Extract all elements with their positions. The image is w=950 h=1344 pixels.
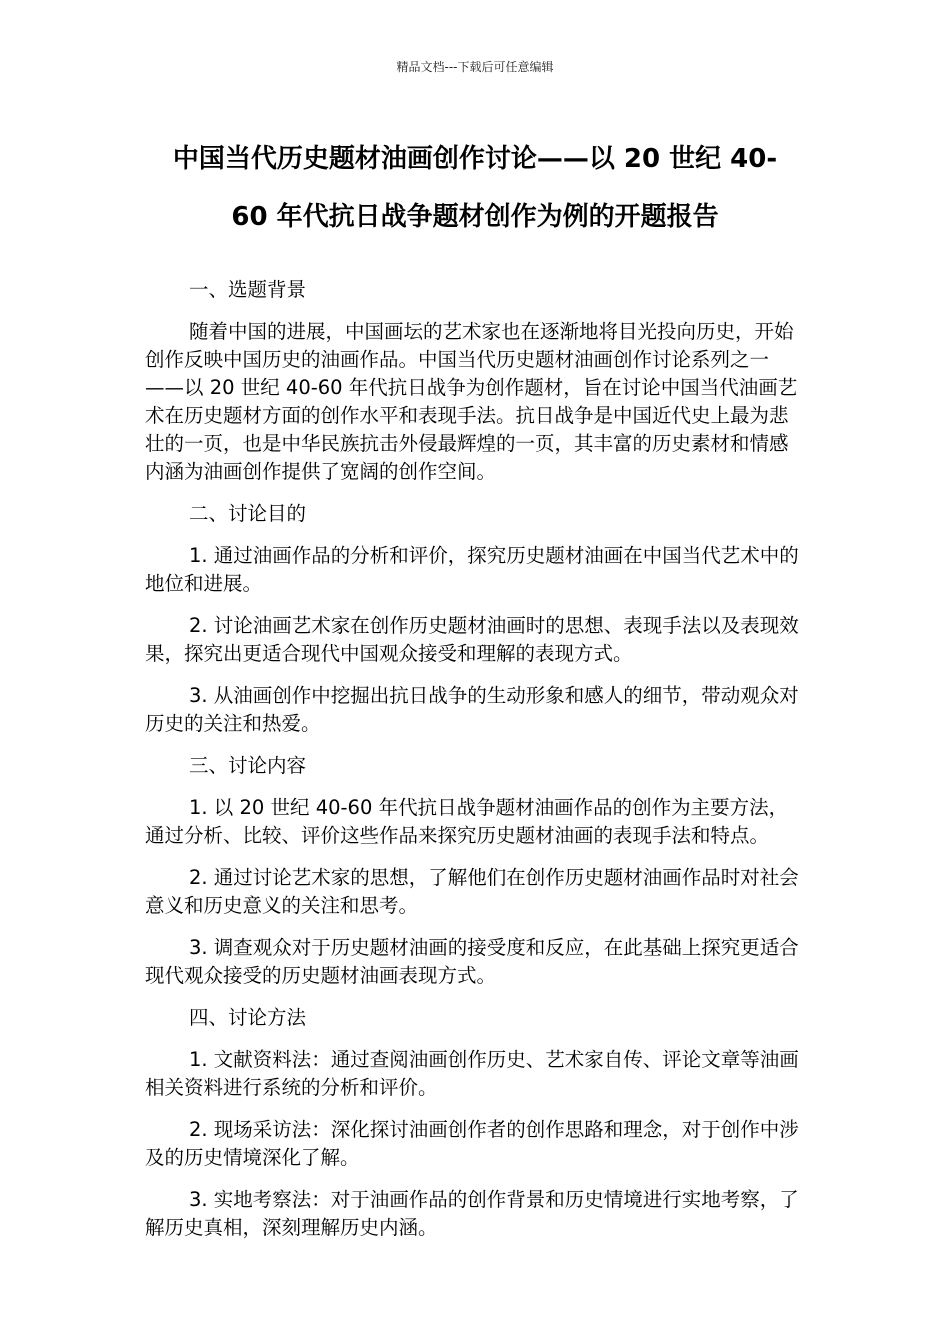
list-item: 3. 实地考察法：对于油画作品的创作背景和历史情境进行实地考察，了解历史真相，深刻理解历史内涵。 (145, 1188, 799, 1239)
paragraph: 随着中国的进展，中国画坛的艺术家也在逐渐地将目光投向历史，开始创作反映中国历史的油画作品。中国当代历史题材油画创作讨论系列之一——以 20 世纪 40-60 年代抗日战争为创作题材，旨在讨论中国当代油画艺术在历史题材方面的创作水平和表现手法。抗日战争是中国近代史上最为悲壮的一页，也是中华民族抗击外侵最辉煌的一页，其丰富的历史素材和情感内涵为油画创作提供了宽阔的创作空间。 (145, 320, 798, 483)
title-line-2: 60 年代抗日战争题材创作为例的开题报告 (231, 202, 719, 232)
title-line-1: 中国当代历史题材油画创作讨论——以 20 世纪 40- (172, 144, 778, 174)
list-item: 2. 讨论油画艺术家在创作历史题材油画时的思想、表现手法以及表现效果，探究出更适合现代中国观众接受和理解的表现方式。 (145, 614, 799, 665)
section-purpose (145, 500, 805, 738)
list-item: 2. 通过讨论艺术家的思想，了解他们在创作历史题材油画作品时对社会意义和历史意义的关注和思考。 (145, 866, 799, 917)
list-item: 2. 现场采访法：深化探讨油画创作者的创作思路和理念，对于创作中涉及的历史情境深化了解。 (145, 1118, 799, 1169)
list-item: 1. 通过油画作品的分析和评价，探究历史题材油画在中国当代艺术中的地位和进展。 (145, 544, 799, 595)
section-heading: 四、讨论方法 (189, 1006, 307, 1029)
list-item: 1. 以 20 世纪 40-60 年代抗日战争题材油画作品的创作为主要方法，通过分析、比较、评价这些作品来探究历史题材油画的表现手法和特点。 (145, 796, 789, 847)
section-methods (145, 1004, 805, 1242)
section-heading: 一、选题背景 (189, 278, 307, 301)
section-content (145, 752, 805, 990)
list-item: 3. 调查观众对于历史题材油画的接受度和反应，在此基础上探究更适合现代观众接受的历史题材油画表现方式。 (145, 936, 799, 987)
document-title (145, 130, 805, 246)
document-body (145, 276, 805, 1256)
list-item: 1. 文献资料法：通过查阅油画创作历史、艺术家自传、评论文章等油画相关资料进行系统的分析和评价。 (145, 1048, 799, 1099)
section-background (145, 276, 805, 486)
list-item: 3. 从油画创作中挖掘出抗日战争的生动形象和感人的细节，带动观众对历史的关注和热爱。 (145, 684, 799, 735)
section-heading: 二、讨论目的 (189, 502, 307, 525)
section-heading: 三、讨论内容 (189, 754, 307, 777)
page-header: 精品文档---下载后可任意编辑 (396, 60, 554, 74)
